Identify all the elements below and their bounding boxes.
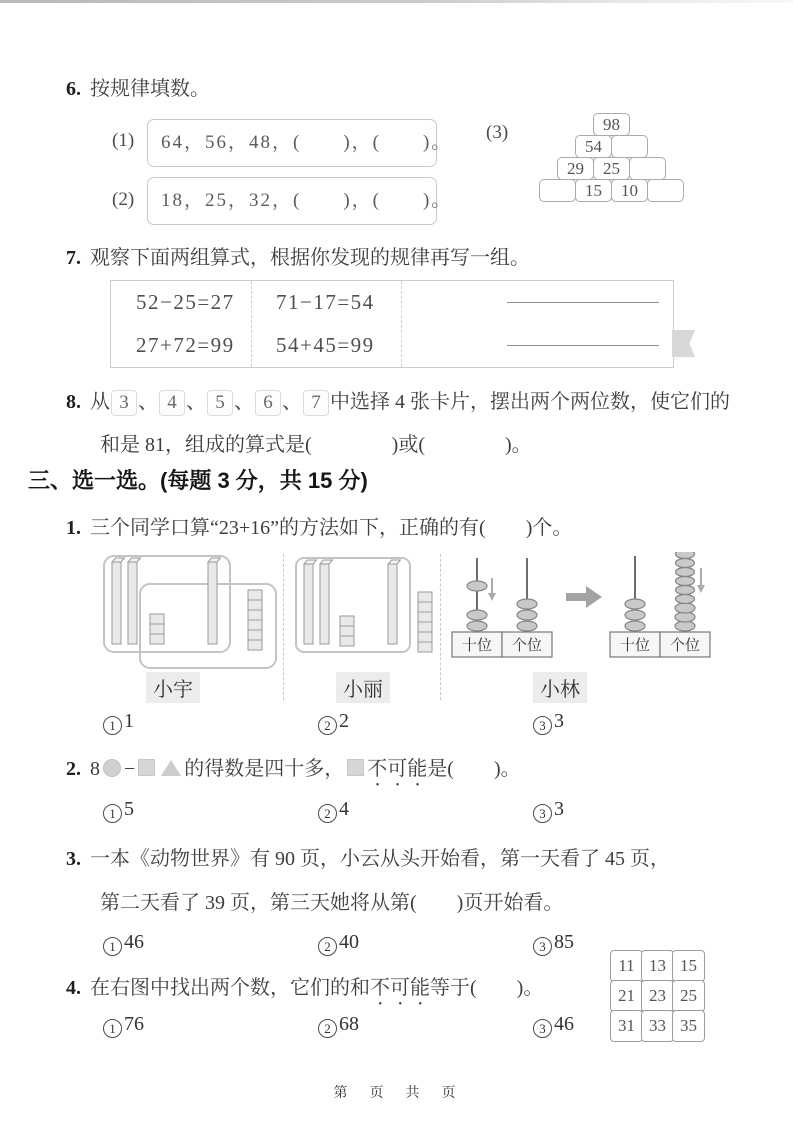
option-value: 1 — [124, 710, 134, 732]
page-top-rule — [0, 0, 793, 3]
option-value: 40 — [339, 931, 359, 953]
c4-number-grid — [611, 951, 704, 1041]
pyramid-cell: 29 — [557, 157, 594, 180]
q6-item1-label: (1) — [112, 130, 135, 151]
c3-number: 3. — [66, 848, 81, 870]
q6-item2-answer-box — [147, 177, 453, 225]
q6-number: 6. — [66, 78, 81, 100]
emphasized-text: 不可能 — [370, 977, 430, 999]
student-name-label: 小林 — [533, 672, 587, 703]
circled-index: 2 — [318, 716, 337, 735]
equation: 71−17=54 — [276, 290, 375, 314]
circled-index: 2 — [318, 804, 337, 823]
answer-blank-line — [507, 345, 659, 346]
circled-index: 2 — [318, 937, 337, 956]
q8-line1 — [66, 385, 730, 416]
bead — [517, 599, 537, 609]
bead — [517, 610, 537, 620]
circled-index: 2 — [318, 1019, 337, 1038]
digit-card: 4 — [159, 390, 185, 416]
c3-option-1 — [103, 931, 144, 956]
pyramid-row-1 — [594, 114, 630, 136]
q7-equation-box — [110, 280, 674, 368]
c3-line2: 第二天看了 39 页，第三天她将从第( )页开始看。 — [100, 892, 564, 914]
pyramid-cell-blank — [539, 179, 576, 202]
ones-place-label: 个位 — [511, 638, 543, 654]
q8-number: 8. — [66, 391, 81, 413]
circled-index: 1 — [103, 716, 122, 735]
circled-index: 1 — [103, 937, 122, 956]
circled-index: 3 — [533, 716, 552, 735]
ribbon-decoration — [672, 330, 695, 357]
equation: 54+45=99 — [276, 333, 375, 357]
option-value: 3 — [554, 710, 564, 732]
bead — [625, 621, 645, 631]
down-arrowhead-icon — [697, 585, 705, 593]
c1-number: 1. — [66, 517, 81, 539]
tens-place-label: 十位 — [461, 638, 493, 654]
q8-prefix: 从 — [90, 391, 110, 413]
c2-option-3 — [533, 798, 564, 823]
c3-option-2 — [318, 931, 359, 956]
falling-bead — [676, 559, 695, 568]
grid-cell: 35 — [672, 1010, 704, 1041]
falling-bead — [676, 552, 695, 559]
circle-placeholder-icon — [103, 759, 121, 777]
pyramid-row-3 — [558, 158, 666, 180]
emphasized-text: 不可能 — [367, 758, 428, 780]
c4-option-3 — [533, 1013, 574, 1038]
circled-index: 1 — [103, 1019, 122, 1038]
falling-bead — [467, 581, 487, 591]
grid-cell: 31 — [610, 1010, 642, 1041]
c2-digit: 8 — [90, 758, 100, 780]
pyramid-cell: 15 — [575, 179, 612, 202]
bead — [625, 610, 645, 620]
ones-place-label: 个位 — [669, 638, 701, 654]
circled-index: 3 — [533, 1019, 552, 1038]
triangle-placeholder-icon — [161, 760, 181, 776]
c4-option-2 — [318, 1013, 359, 1038]
q8-line2: 和是 81，组成的算式是( )或( )。 — [100, 434, 532, 456]
c4-option-1 — [103, 1013, 144, 1038]
q6-number-pyramid — [537, 114, 687, 202]
option-value: 2 — [339, 710, 349, 732]
option-value: 3 — [554, 798, 564, 820]
student-name-label: 小丽 — [336, 672, 390, 703]
digit-card: 3 — [111, 390, 137, 416]
card-separator: 、 — [234, 391, 254, 413]
pyramid-cell-blank — [611, 135, 648, 158]
q6-item3-label: (3) — [486, 122, 509, 143]
grid-cell: 21 — [610, 980, 642, 1011]
q6-title: 按规律填数。 — [90, 78, 210, 100]
c4-text: 在右图中找出两个数，它们的和 — [90, 977, 370, 999]
equation: 52−25=27 — [136, 290, 235, 314]
column-divider — [251, 281, 252, 367]
c2-option-2 — [318, 798, 349, 823]
card-separator: 、 — [138, 391, 158, 413]
circled-index: 3 — [533, 804, 552, 823]
xiaoli-blocks-figure — [292, 554, 438, 672]
digit-card: 5 — [207, 390, 233, 416]
student-name-label: 小宇 — [146, 672, 200, 703]
option-value: 46 — [124, 931, 144, 953]
option-value: 85 — [554, 931, 574, 953]
tens-place-label: 十位 — [619, 638, 651, 654]
right-arrow-icon — [566, 586, 602, 608]
q6-item1-sequence: 64，56，48，( )，( )。 — [161, 132, 453, 153]
grid-cell: 23 — [641, 980, 673, 1011]
falling-bead — [676, 568, 695, 577]
falling-bead — [676, 586, 695, 595]
ones-cubes-stack-3 — [340, 616, 354, 646]
pyramid-cell-blank — [629, 157, 666, 180]
panel-divider — [440, 554, 441, 700]
c2-text: 的得数是四十多， — [184, 758, 345, 780]
q7-number: 7. — [66, 247, 81, 269]
grid-cell: 15 — [672, 950, 704, 981]
falling-bead — [676, 595, 695, 604]
pyramid-cell-blank — [647, 179, 684, 202]
ones-cubes-stack-3 — [150, 614, 164, 644]
c1-option-1 — [103, 710, 134, 735]
circled-index: 1 — [103, 804, 122, 823]
pyramid-cell: 54 — [575, 135, 612, 158]
c2-number: 2. — [66, 758, 81, 780]
minus-sign: − — [124, 758, 136, 780]
q8-line1-text: 中选择 4 张卡片，摆出两个两位数，使它们的 — [330, 391, 730, 413]
ten-rod — [128, 558, 141, 644]
c1-heading — [66, 511, 572, 540]
q7-title: 观察下面两组算式，根据你发现的规律再写一组。 — [90, 247, 530, 269]
circled-index: 3 — [533, 937, 552, 956]
q6-item1-answer-box — [147, 119, 453, 167]
panel-divider — [283, 554, 284, 700]
section3-title: 三、选一选。(每题 3 分，共 15 分) — [28, 468, 368, 493]
c2-option-1 — [103, 798, 134, 823]
pyramid-cell: 25 — [593, 157, 630, 180]
q7-heading — [66, 241, 530, 270]
c1-text: 三个同学口算“23+16”的方法如下，正确的有( )个。 — [90, 517, 573, 539]
ones-cubes-stack-6 — [418, 592, 432, 652]
xiaoyu-blocks-figure — [88, 554, 280, 672]
card-separator: 、 — [282, 391, 302, 413]
digit-card: 7 — [303, 390, 329, 416]
grid-cell: 33 — [641, 1010, 673, 1041]
bead — [675, 603, 695, 613]
grid-cell: 11 — [610, 950, 642, 981]
c2-heading — [66, 752, 521, 791]
pyramid-cell: 10 — [611, 179, 648, 202]
c4-text-end: 等于( )。 — [430, 977, 544, 999]
c1-option-3 — [533, 710, 564, 735]
bead — [517, 621, 537, 631]
down-arrowhead-icon — [488, 593, 496, 601]
bead — [625, 599, 645, 609]
ones-cubes-stack-6 — [248, 590, 262, 650]
page-footer: 第 页 共 页 — [333, 1084, 460, 1100]
c3-option-3 — [533, 931, 574, 956]
ten-rod — [304, 560, 317, 644]
c4-heading — [66, 971, 543, 1010]
q6-heading — [66, 72, 210, 101]
c1-method-figure — [70, 552, 722, 702]
c4-number: 4. — [66, 977, 81, 999]
option-value: 46 — [554, 1013, 574, 1035]
card-separator: 、 — [186, 391, 206, 413]
c1-option-2 — [318, 710, 349, 735]
square-placeholder-icon — [138, 759, 155, 776]
bead — [467, 610, 487, 620]
answer-blank-line — [507, 302, 659, 303]
ten-rod — [388, 560, 401, 644]
pyramid-row-4 — [540, 180, 684, 202]
q6-item2-label: (2) — [112, 189, 135, 210]
pyramid-row-2 — [576, 136, 648, 158]
bead — [467, 621, 487, 631]
grid-cell: 13 — [641, 950, 673, 981]
ten-rod — [320, 560, 333, 644]
c3-line1 — [66, 842, 670, 871]
digit-card: 6 — [255, 390, 281, 416]
pyramid-cell: 98 — [593, 113, 630, 136]
c2-text-end: 是( )。 — [427, 758, 521, 780]
square-placeholder-icon — [347, 759, 364, 776]
falling-bead — [676, 577, 695, 586]
ten-rod — [112, 558, 125, 644]
option-value: 76 — [124, 1013, 144, 1035]
option-value: 4 — [339, 798, 349, 820]
xiaolin-abacus-figure — [448, 552, 720, 672]
ten-rod — [208, 558, 221, 644]
option-value: 68 — [339, 1013, 359, 1035]
q6-item2-sequence: 18，25，32，( )，( )。 — [161, 190, 453, 211]
equation: 27+72=99 — [136, 333, 235, 357]
option-value: 5 — [124, 798, 134, 820]
column-divider — [401, 281, 402, 367]
c3-text1: 一本《动物世界》有 90 页，小云从头开始看，第一天看了 45 页， — [90, 848, 670, 870]
grid-cell: 25 — [672, 980, 704, 1011]
